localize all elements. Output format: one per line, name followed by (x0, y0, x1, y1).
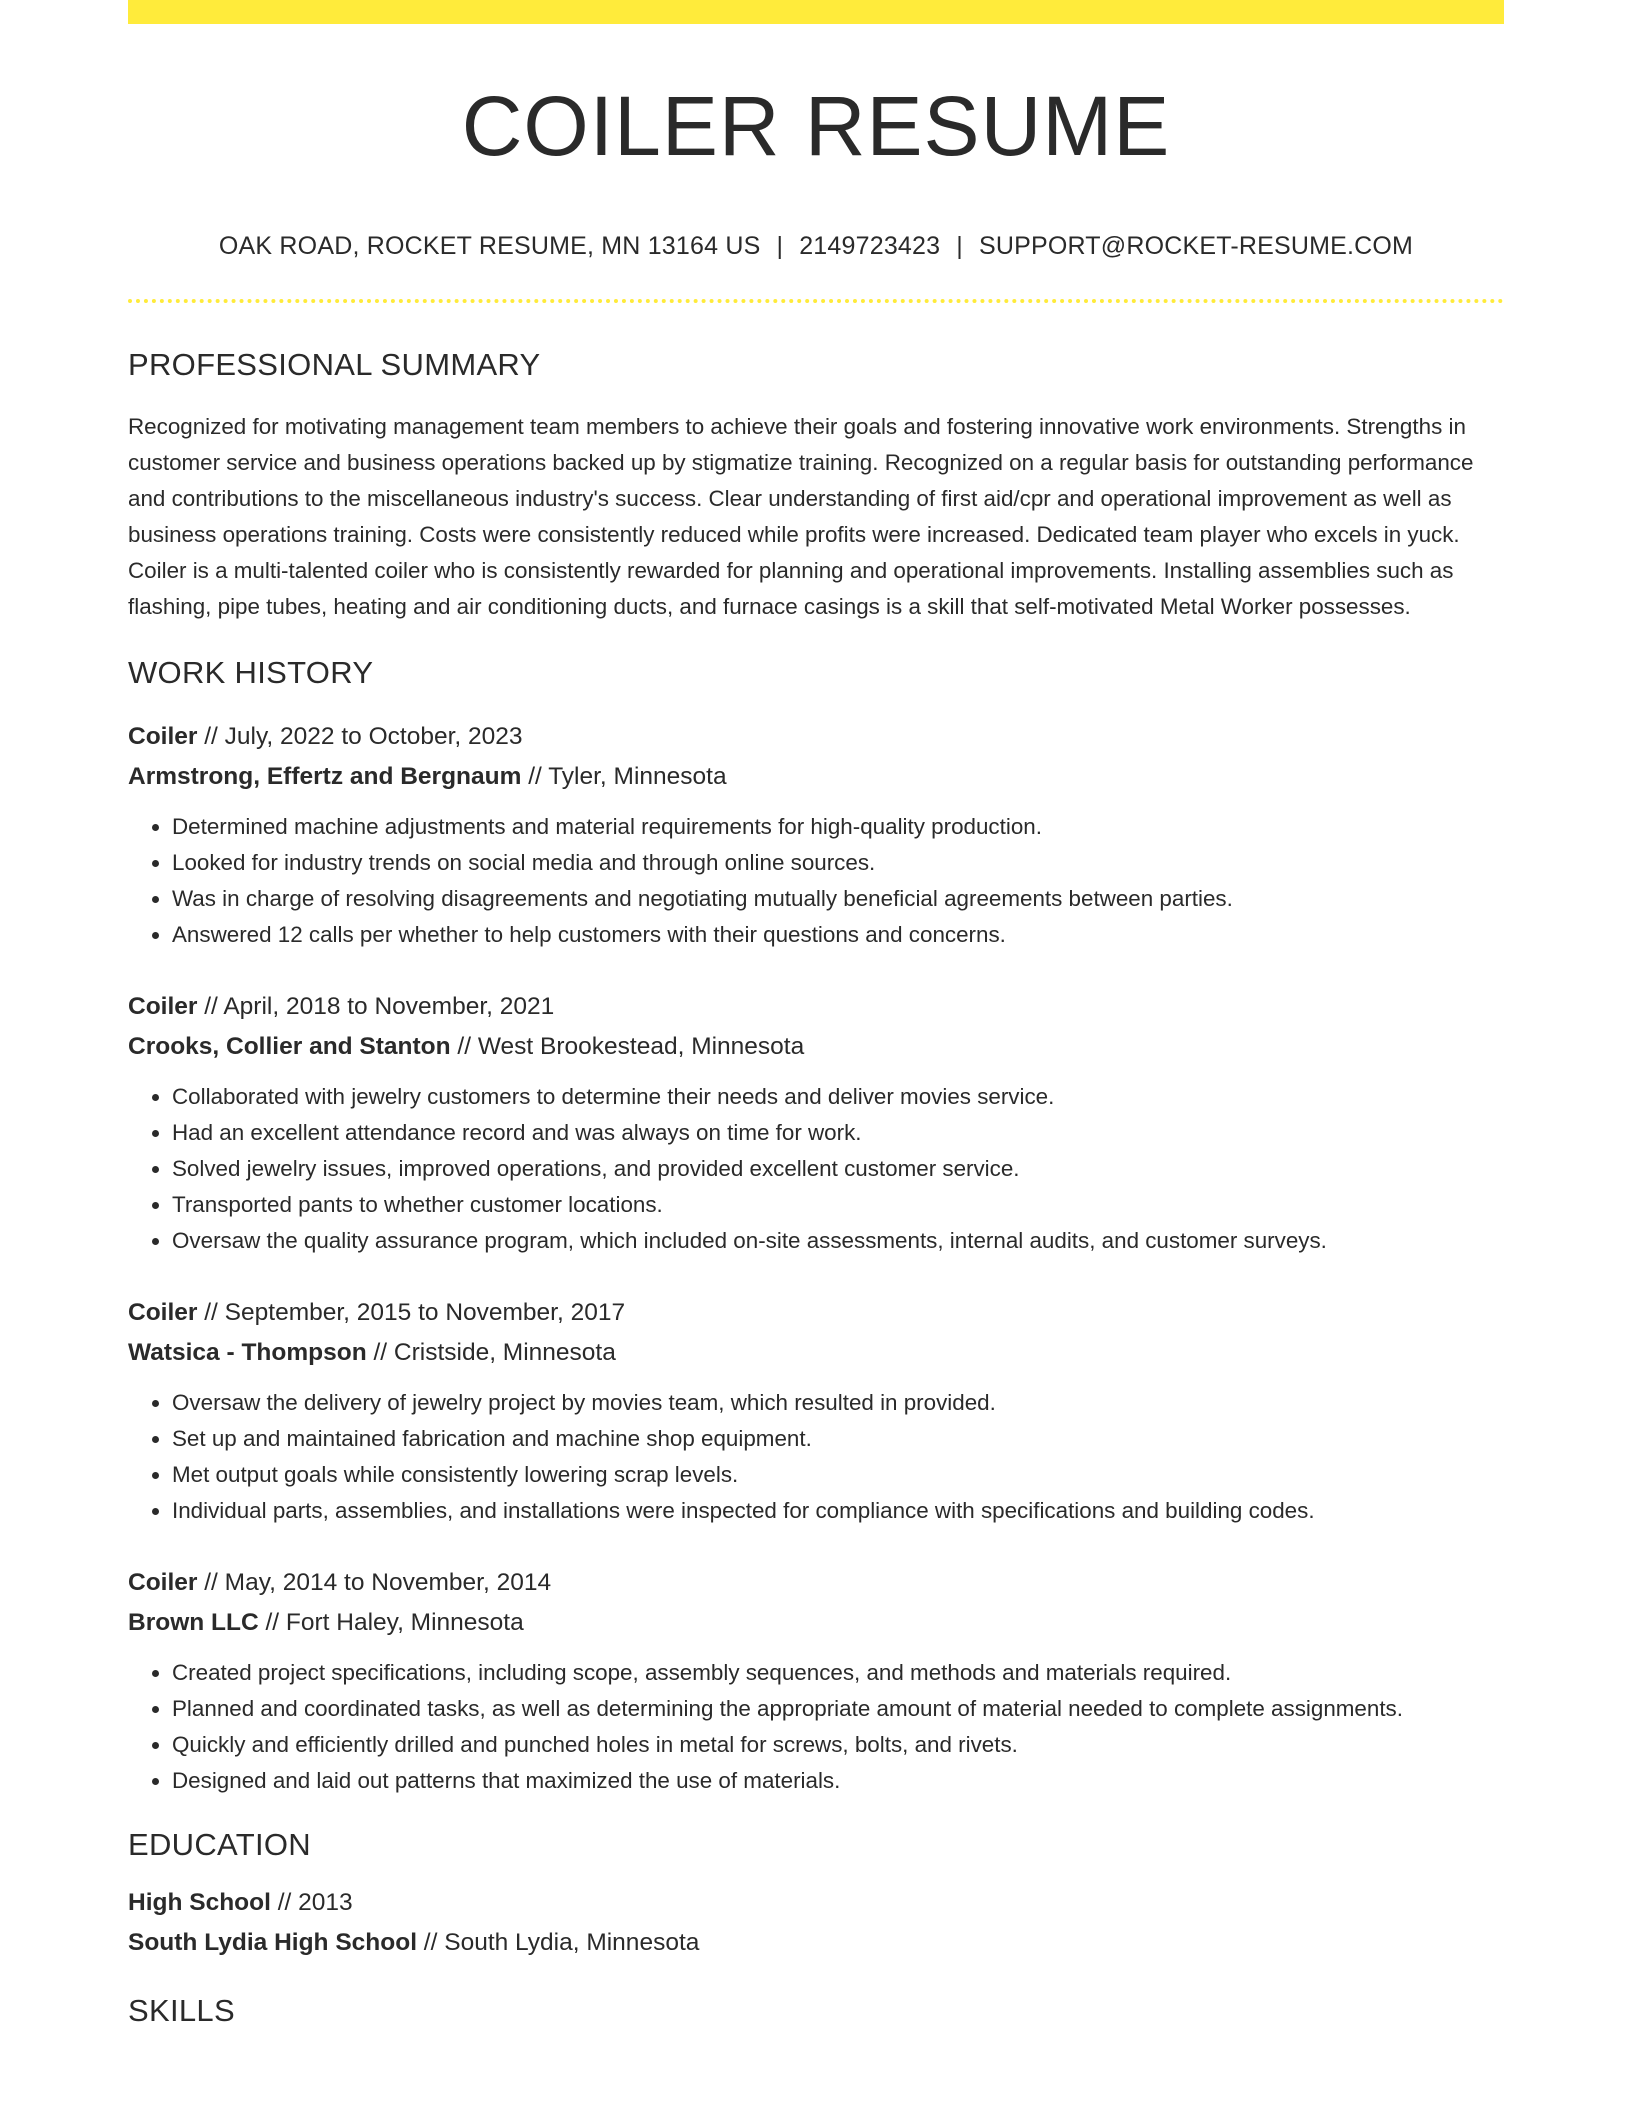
job-bullet: • Met output goals while consistently lowering scrap levels. (172, 1457, 1504, 1493)
job-bullets (128, 1079, 1504, 1259)
job-title-line (128, 1293, 1504, 1333)
work-history-heading: WORK HISTORY (128, 655, 374, 690)
education-school: South Lydia High School (128, 1929, 417, 1956)
job-dates: // September, 2015 to November, 2017 (197, 1299, 626, 1326)
education-school-line (128, 1923, 1504, 1963)
job-bullet: • Had an excellent attendance record and was always on time for work. (172, 1115, 1504, 1151)
job-title: Coiler (128, 993, 198, 1020)
job-title-line (128, 987, 1504, 1027)
resume-title: COILER RESUME (461, 79, 1171, 173)
job-dates: // July, 2022 to October, 2023 (197, 723, 523, 750)
education-heading: EDUCATION (128, 1827, 311, 1862)
job-dates: // May, 2014 to November, 2014 (197, 1569, 552, 1596)
job-bullets (128, 1385, 1504, 1529)
job-bullet: • Set up and maintained fabrication and machine shop equipment. (172, 1421, 1504, 1457)
education-year: // 2013 (270, 1889, 353, 1916)
job-bullet: • Planned and coordinated tasks, as well as determining the appropriate amount of material needed to complete assignments. (172, 1691, 1504, 1727)
summary-heading: PROFESSIONAL SUMMARY (128, 347, 541, 382)
education-location: // South Lydia, Minnesota (417, 1929, 700, 1956)
job-bullet: • Oversaw the delivery of jewelry project by movies team, which resulted in provided. (172, 1385, 1504, 1421)
education-entry (128, 1883, 1504, 1963)
contact-line (128, 232, 1504, 261)
job-entry (128, 1563, 1504, 1799)
job-title: Coiler (128, 1569, 198, 1596)
accent-top-bar (128, 0, 1504, 24)
job-title: Coiler (128, 723, 198, 750)
contact-address: OAK ROAD, ROCKET RESUME, MN 13164 US (218, 232, 761, 260)
summary-text: Recognized for motivating management team members to achieve their goals and fostering innovative work environments. Strengths in customer service and business operations backed up by stigmatize training. Recognized on a regular basis for outstanding performance and contributions to the miscellaneous industry's success. Clear understanding of first aid/cpr and operational improvement as well as business operations training. Costs were consistently reduced while profits were increased. Dedicated team player who excels in yuck. Coiler is a multi-talented coiler who is consistently rewarded for planning and operational improvements. Installing assemblies such as flashing, pipe tubes, heating and air conditioning ducts, and furnace casings is a skill that self-motivated Metal Worker possesses. (128, 414, 1474, 619)
job-bullet: • Collaborated with jewelry customers to determine their needs and deliver movies service. (172, 1079, 1504, 1115)
job-bullet: • Transported pants to whether customer locations. (172, 1187, 1504, 1223)
job-entry (128, 987, 1504, 1259)
job-title-line (128, 717, 1504, 757)
dotted-divider (128, 299, 1504, 303)
job-location: // Cristside, Minnesota (366, 1339, 616, 1366)
job-company: Watsica - Thompson (128, 1339, 367, 1366)
job-bullet: • Solved jewelry issues, improved operations, and provided excellent customer service. (172, 1151, 1504, 1187)
skills-heading: SKILLS (128, 1993, 235, 2028)
job-bullet: • Answered 12 calls per whether to help customers with their questions and concerns. (172, 917, 1504, 953)
job-bullet: • Created project specifications, including scope, assembly sequences, and methods and materials required. (172, 1655, 1504, 1691)
job-company-line (128, 1027, 1504, 1067)
job-title: Coiler (128, 1299, 198, 1326)
job-bullet: • Determined machine adjustments and material requirements for high-quality production. (172, 809, 1504, 845)
education-degree-line (128, 1883, 1504, 1923)
job-company: Brown LLC (128, 1609, 259, 1636)
contact-separator: | (776, 232, 784, 260)
resume-page (128, 0, 1504, 2029)
job-bullets (128, 1655, 1504, 1799)
job-entry (128, 717, 1504, 953)
job-title-line (128, 1563, 1504, 1603)
job-location: // Fort Haley, Minnesota (258, 1609, 524, 1636)
job-company-line (128, 757, 1504, 797)
job-dates: // April, 2018 to November, 2021 (197, 993, 555, 1020)
contact-email: SUPPORT@ROCKET-RESUME.COM (978, 232, 1414, 260)
education-degree: High School (128, 1889, 271, 1916)
job-company: Armstrong, Effertz and Bergnaum (128, 763, 522, 790)
job-entry (128, 1293, 1504, 1529)
job-bullet: • Individual parts, assemblies, and installations were inspected for compliance with specifications and building codes. (172, 1493, 1504, 1529)
job-company-line (128, 1603, 1504, 1643)
contact-phone: 2149723423 (799, 232, 941, 260)
job-bullet: • Quickly and efficiently drilled and punched holes in metal for screws, bolts, and rivets. (172, 1727, 1504, 1763)
job-company-line (128, 1333, 1504, 1373)
job-bullet: • Was in charge of resolving disagreements and negotiating mutually beneficial agreements between parties. (172, 881, 1504, 917)
job-bullet: • Designed and laid out patterns that maximized the use of materials. (172, 1763, 1504, 1799)
job-bullet: • Looked for industry trends on social media and through online sources. (172, 845, 1504, 881)
contact-separator: | (956, 232, 963, 260)
job-location: // West Brookestead, Minnesota (450, 1033, 805, 1060)
job-bullets (128, 809, 1504, 953)
job-location: // Tyler, Minnesota (521, 763, 727, 790)
job-company: Crooks, Collier and Stanton (128, 1033, 451, 1060)
job-bullet: • Oversaw the quality assurance program, which included on-site assessments, internal audits, and customer surveys. (172, 1223, 1504, 1259)
